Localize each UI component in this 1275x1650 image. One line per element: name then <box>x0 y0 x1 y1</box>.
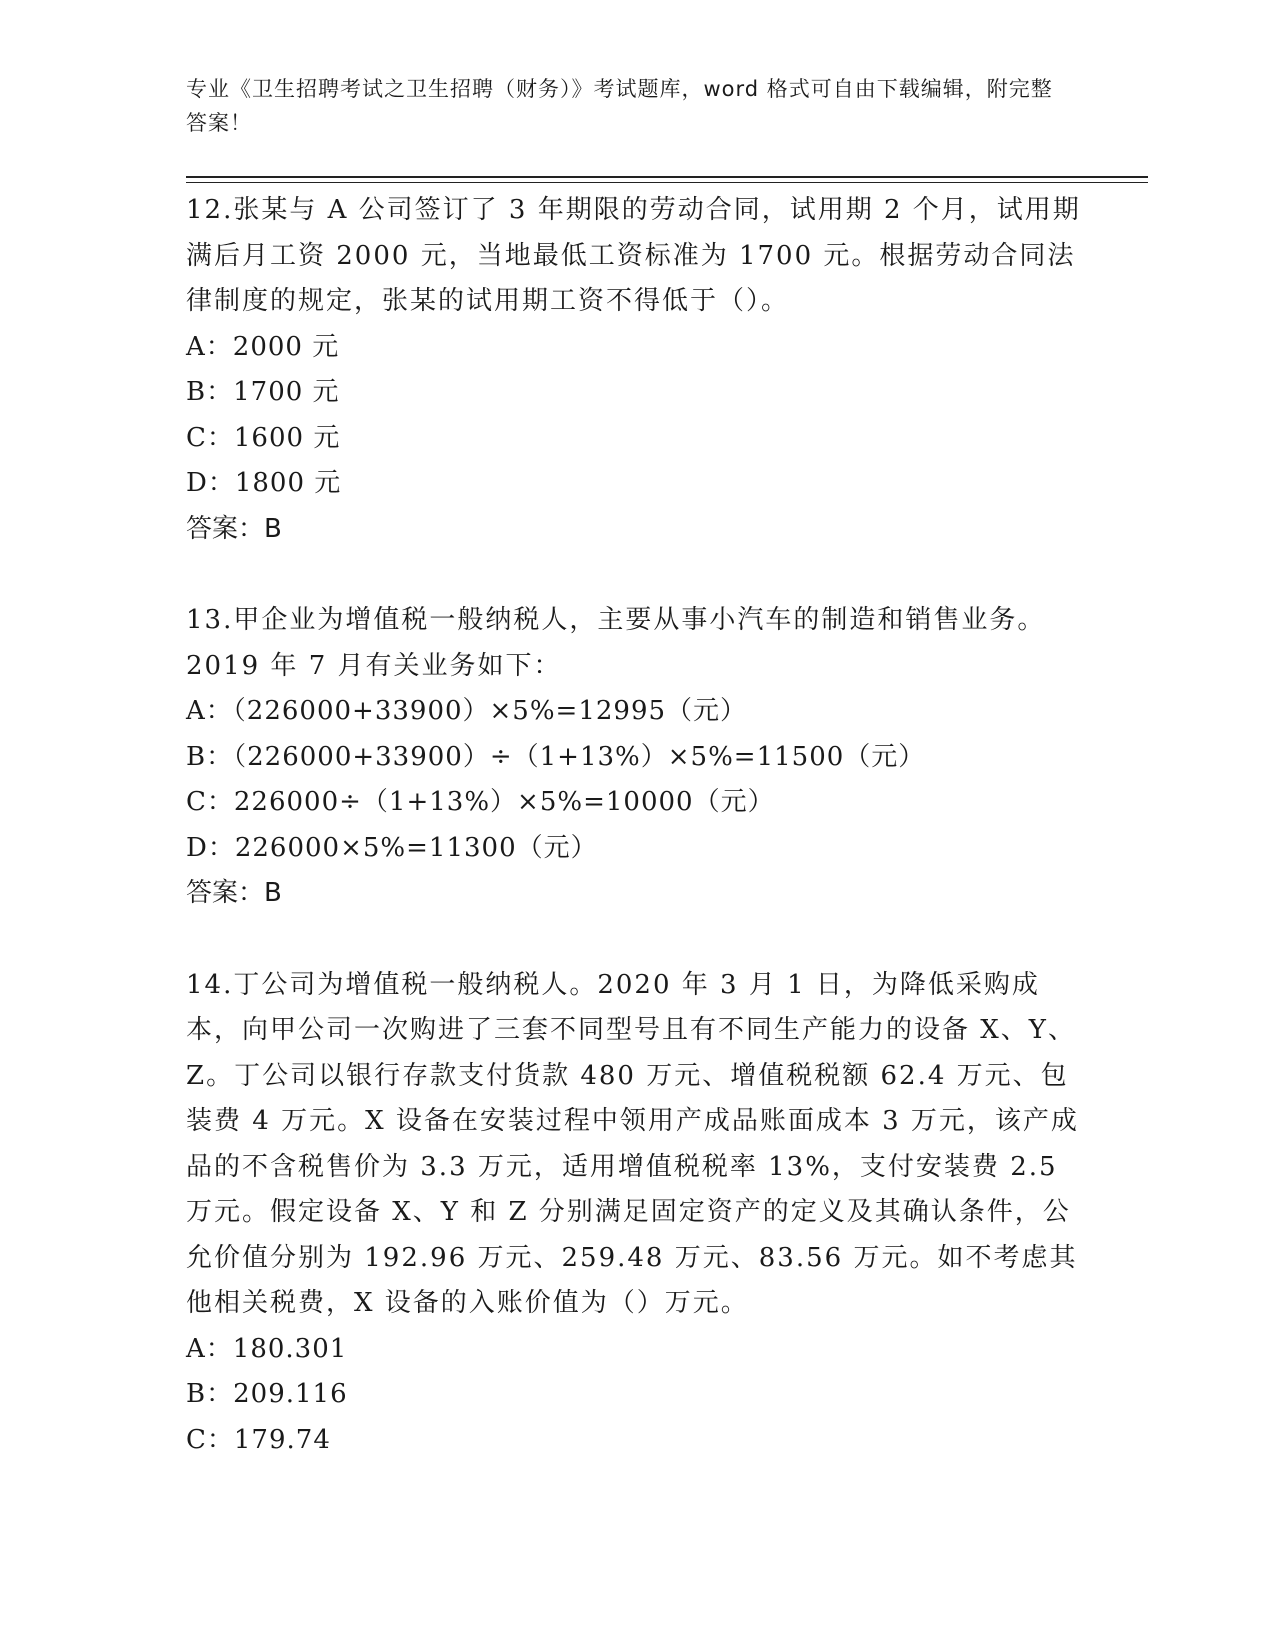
answer: 答案：B <box>186 878 282 908</box>
option-a: A：2000 元 <box>186 331 340 362</box>
header-divider <box>186 176 1148 178</box>
option-d: D：1800 元 <box>186 468 342 498</box>
question-text: 12.张某与 A 公司签订了 3 年期限的劳动合同，试用期 2 个月，试用期满后月工资 2000 元，当地最低工资标准为 1700 元。根据劳动合同法律制度的规定，张某的试用期工资不得低于（）。 <box>186 195 1081 316</box>
option-b: B：209.116 <box>186 1379 348 1409</box>
option-c: C：1600 元 <box>186 422 341 453</box>
answer: 答案：B <box>186 513 282 544</box>
header-divider-thin <box>186 182 1148 183</box>
question-list <box>186 188 1086 1463</box>
option-a: A：（226000+33900）×5%=12995（元） <box>186 696 748 726</box>
question-13 <box>186 598 1086 917</box>
option-c: C：179.74 <box>186 1424 331 1455</box>
document-header: 专业《卫生招聘考试之卫生招聘（财务）》考试题库，word 格式可自由下载编辑，附完整答案！ <box>186 77 1053 135</box>
question-14 <box>186 963 1086 1464</box>
question-12 <box>186 188 1086 552</box>
question-spacer <box>186 552 1086 598</box>
option-b: B：（226000+33900）÷（1+13%）×5%=11500（元） <box>186 741 926 772</box>
option-a: A：180.301 <box>186 1333 348 1364</box>
option-b: B：1700 元 <box>186 377 340 407</box>
question-text: 13.甲企业为增值税一般纳税人，主要从事小汽车的制造和销售业务。2019 年 7 月有关业务如下： <box>186 605 1046 681</box>
option-d: D：226000×5%=11300（元） <box>186 832 598 863</box>
question-spacer <box>186 917 1086 963</box>
question-text: 14.丁公司为增值税一般纳税人。2020 年 3 月 1 日，为降低采购成本，向甲公司一次购进了三套不同型号且有不同生产能力的设备 X、Y、Z。丁公司以银行存款支付货款 480 万元、增值税税额 62.4 万元、包装费 4 万元。X 设备在安装过程中领用产成品账面成本 3 万元，该产成品的不含税售价为 3.3 万元，适用增值税税率 13%，支付安装费 2.5 万元。假定设备 X、Y 和 Z 分别满足固定资产的定义及其确认条件，公允价值分别为 192.96 万元、259.48 万元、83.56 万元。如不考虑其他相关税费，X 设备的入账价值为（）万元。 <box>186 969 1079 1318</box>
option-c: C：226000÷（1+13%）×5%=10000（元） <box>186 787 775 817</box>
